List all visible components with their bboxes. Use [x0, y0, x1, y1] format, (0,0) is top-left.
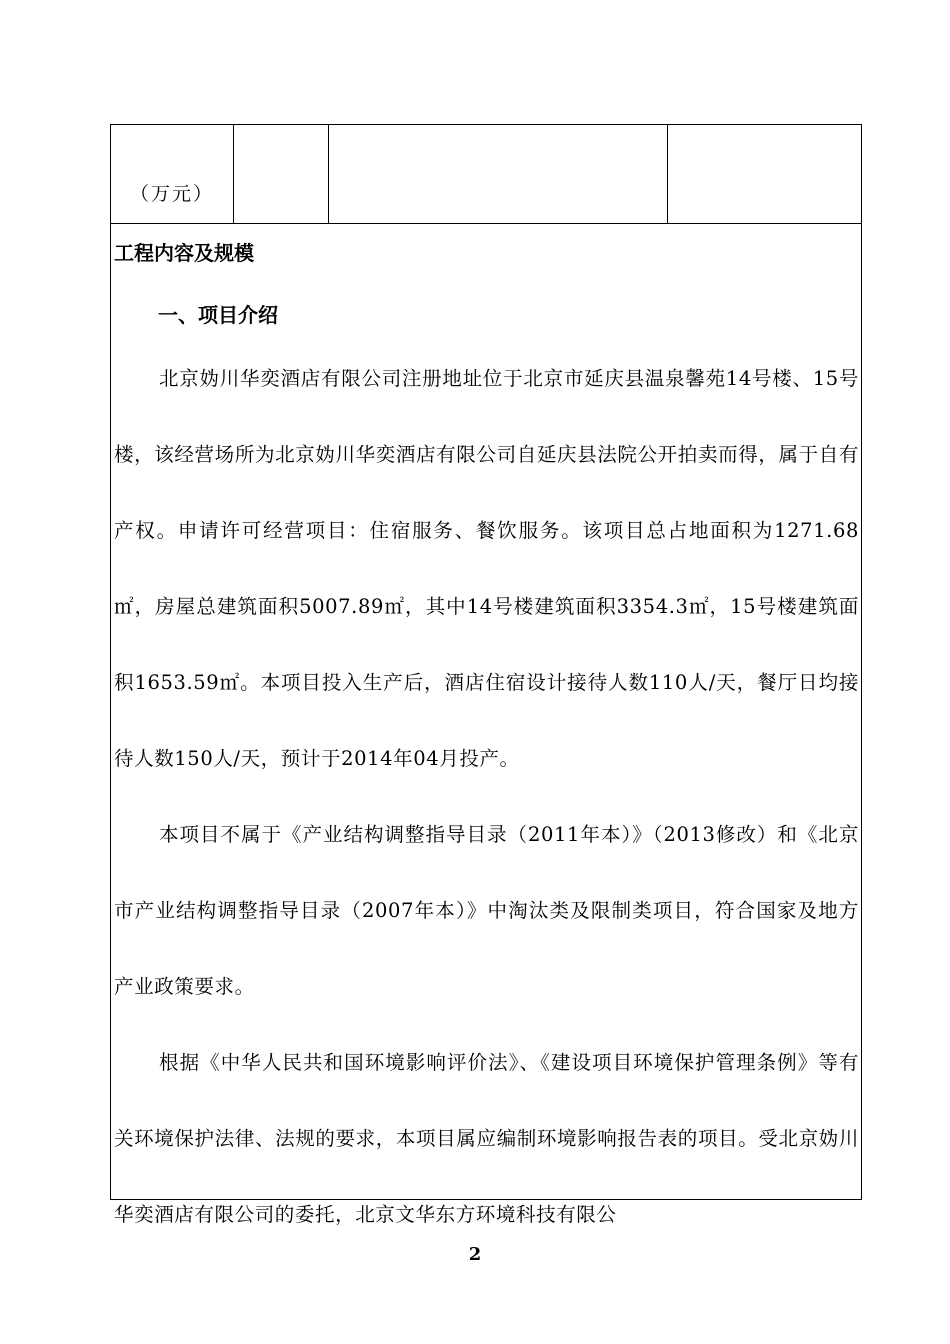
investment-table-row	[110, 124, 862, 224]
paragraph-policy: 本项目不属于《产业结构调整指导目录（2011年本）》（2013修改）和《北京市产业结构调整指导目录（2007年本）》中淘汰类及限制类项目，符合国家及地方产业政策要求。	[114, 823, 859, 998]
paragraph-eia: 根据《中华人民共和国环境影响评价法》、《建设项目环境保护管理条例》等有关环境保护法律、法规的要求，本项目属应编制环境影响报告表的项目。受北京妫川华奕酒店有限公司的委托，北京文华东方环境科技有限公	[114, 1051, 859, 1226]
table-cell	[329, 125, 668, 223]
page-number: 2	[468, 1244, 482, 1265]
subsection-title: 一、项目介绍	[158, 303, 278, 327]
table-cell-label	[111, 125, 234, 223]
table-cell	[234, 125, 329, 223]
paragraph-intro: 北京妫川华奕酒店有限公司注册地址位于北京市延庆县温泉馨苑14号楼、15号楼，该经营场所为北京妫川华奕酒店有限公司自延庆县法院公开拍卖而得，属于自有产权。申请许可经营项目：住宿服务、餐饮服务。该项目总占地面积为1271.68㎡，房屋总建筑面积5007.89㎡，其中14号楼建筑面积3354.3㎡，15号楼建筑面积1653.59㎡。本项目投入生产后，酒店住宿设计接待人数110人/天，餐厅日均接待人数150人/天，预计于2014年04月投产。	[114, 367, 859, 770]
section-title: 工程内容及规模	[114, 241, 254, 265]
unit-label: （万元）	[129, 183, 214, 205]
table-cell	[668, 125, 861, 223]
project-content-box	[110, 223, 862, 1226]
